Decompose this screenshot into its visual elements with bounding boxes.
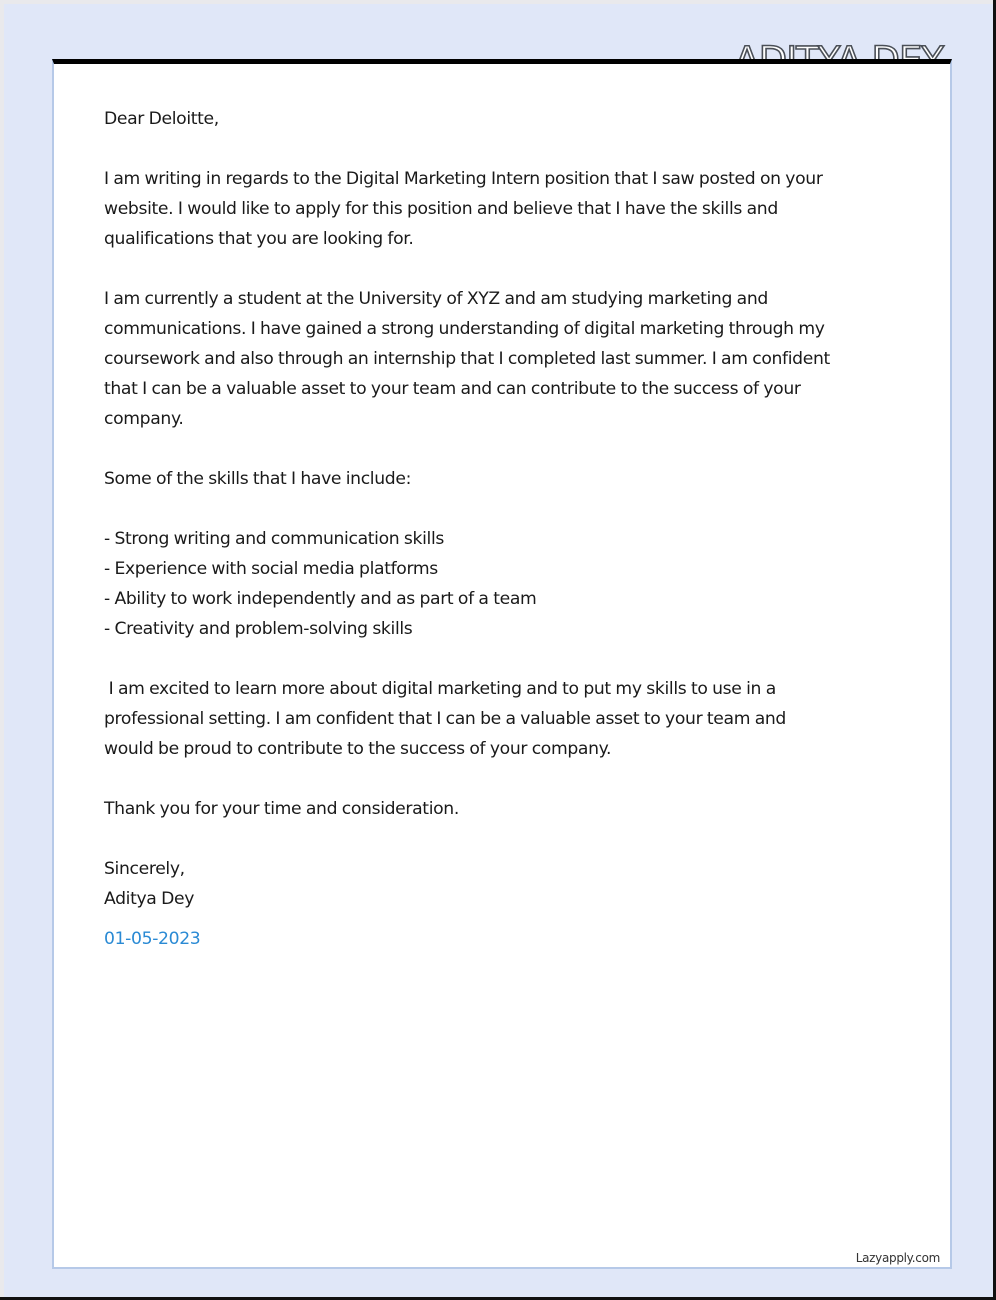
text-line: communications. I have gained a strong understanding of digital marketing through my [104,319,825,339]
text-line: I am currently a student at the University of XYZ and am studying marketing and [104,289,768,309]
skills-intro: Some of the skills that I have include: [104,469,412,489]
motivation-paragraph [104,674,904,764]
skill-item: - Ability to work independently and as part of a team [104,589,537,609]
cover-letter-page [52,59,952,1269]
text-line: professional setting. I am confident that I can be a valuable asset to your team and [104,709,786,729]
skill-item: - Creativity and problem-solving skills [104,619,413,639]
intro-paragraph [104,164,904,254]
letter-date: 01-05-2023 [104,929,201,949]
text-line: company. [104,409,184,429]
skill-item: - Strong writing and communication skills [104,529,444,549]
closing-phrase: Sincerely, [104,859,185,879]
thanks-line: Thank you for your time and consideration. [104,799,459,819]
skill-item: - Experience with social media platforms [104,559,438,579]
text-line: website. I would like to apply for this position and believe that I have the skills and [104,199,778,219]
salutation: Dear Deloitte, [104,109,219,129]
text-line: coursework and also through an internship that I completed last summer. I am confident [104,349,830,369]
signature-name: Aditya Dey [104,889,195,909]
background-paragraph [104,284,904,434]
skills-list [104,524,904,644]
text-line: I am excited to learn more about digital marketing and to put my skills to use in a [104,679,776,699]
document-background [4,4,993,1297]
text-line: qualifications that you are looking for. [104,229,414,249]
text-line: I am writing in regards to the Digital Marketing Intern position that I saw posted on your [104,169,823,189]
watermark: Lazyapply.com [855,1251,940,1265]
text-line: that I can be a valuable asset to your team and can contribute to the success of your [104,379,801,399]
cover-letter-body [104,104,904,954]
text-line: would be proud to contribute to the success of your company. [104,739,612,759]
closing-block [104,854,904,914]
